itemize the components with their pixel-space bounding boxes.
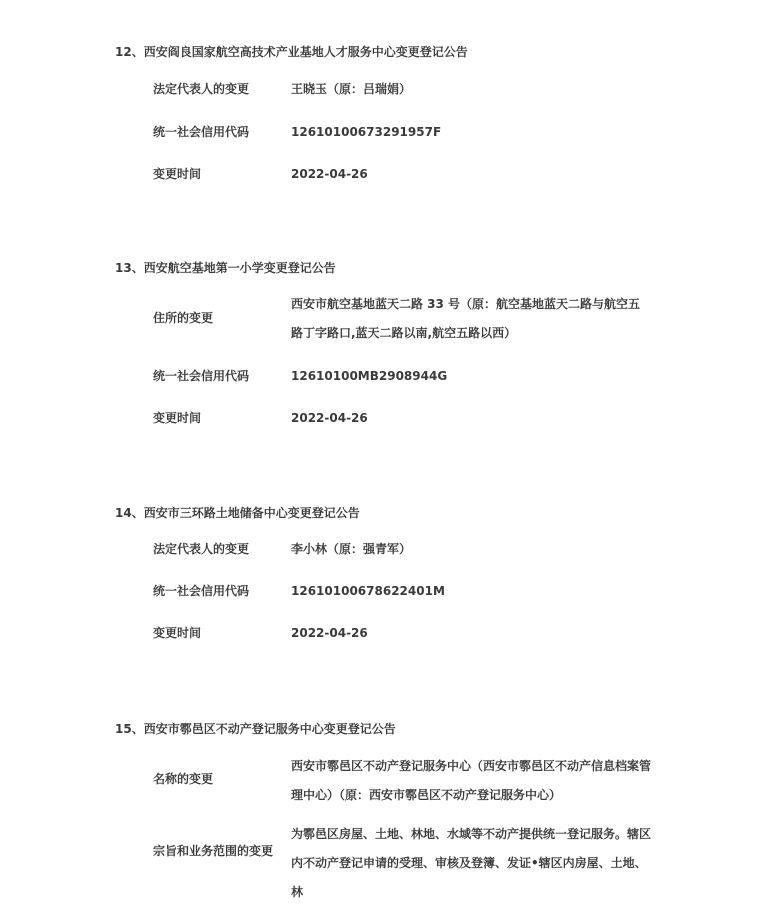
row-label: 统一社会信用代码	[153, 369, 250, 383]
row-label: 变更时间	[153, 167, 202, 181]
row-value: 为鄠邑区房屋、土地、林地、水域等不动产提供统一登记服务。辖区内不动产登记申请的受理、审核及登簿、发证•辖区内房屋、土地、林	[291, 827, 652, 899]
row-label: 统一社会信用代码	[153, 584, 250, 598]
row-value: 西安市鄠邑区不动产登记服务中心（西安市鄠邑区不动产信息档案管理中心）（原：西安市鄠邑区不动产登记服务中心）	[291, 759, 652, 802]
row-label: 变更时间	[153, 626, 202, 640]
row-label: 统一社会信用代码	[153, 125, 250, 139]
notice-title: 12、西安阎良国家航空高技术产业基地人才服务中心变更登记公告	[115, 45, 468, 59]
row-value: 2022-04-26	[291, 626, 368, 640]
row-value: 2022-04-26	[291, 411, 368, 425]
row-label: 变更时间	[153, 411, 202, 425]
row-label: 法定代表人的变更	[153, 542, 250, 556]
row-value: 12610100673291957F	[291, 125, 442, 139]
row-value: 12610100MB2908944G	[291, 369, 448, 383]
notice-title: 13、西安航空基地第一小学变更登记公告	[115, 261, 336, 275]
row-value: 12610100678622401M	[291, 584, 445, 598]
notice-title: 15、西安市鄠邑区不动产登记服务中心变更登记公告	[115, 722, 396, 736]
row-value: 王晓玉（原：吕瑞娟）	[291, 82, 412, 96]
row-label: 法定代表人的变更	[153, 82, 250, 96]
row-value: 李小林（原：强青军）	[291, 542, 412, 556]
row-value: 西安市航空基地蓝天二路 33 号（原：航空基地蓝天二路与航空五路丁字路口,蓝天二路以南,航空五路以西）	[291, 297, 641, 340]
row-value: 2022-04-26	[291, 167, 368, 181]
row-label: 住所的变更	[153, 311, 214, 325]
notice-title: 14、西安市三环路土地储备中心变更登记公告	[115, 506, 360, 520]
row-label: 宗旨和业务范围的变更	[153, 844, 274, 858]
row-label: 名称的变更	[153, 772, 214, 786]
